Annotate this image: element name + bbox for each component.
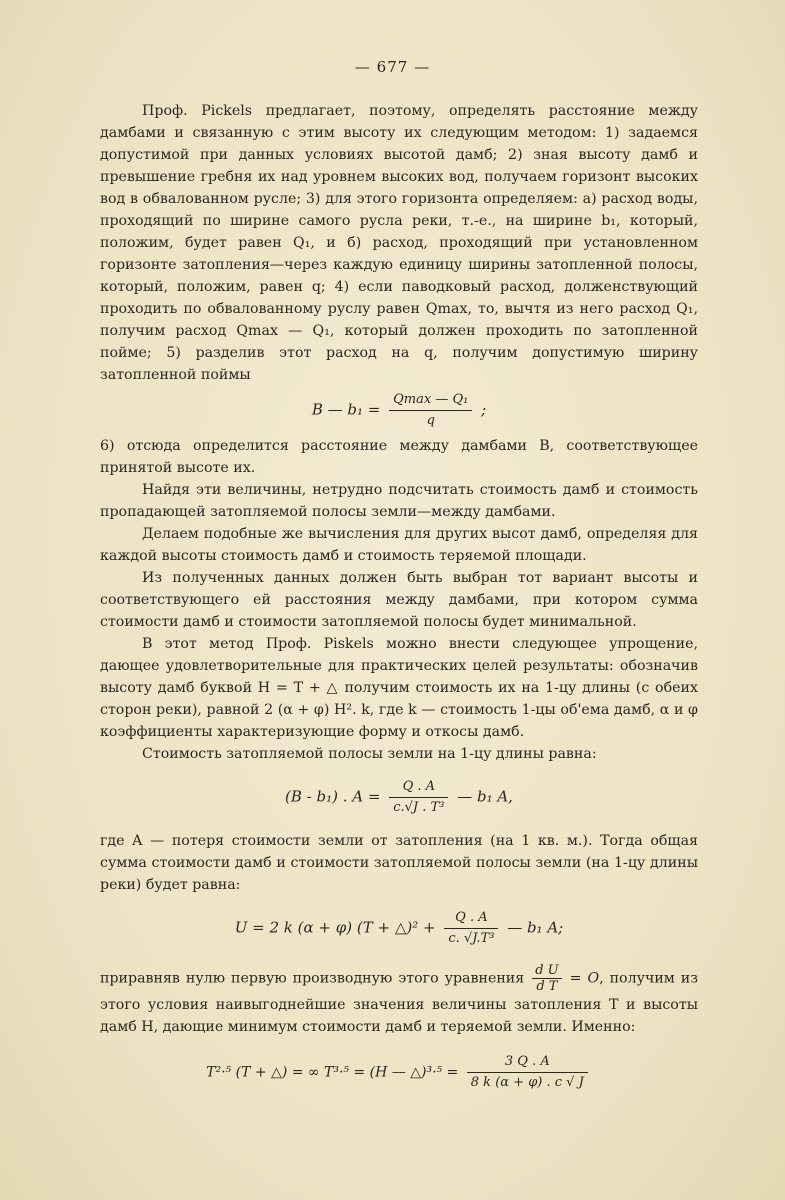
formula-land-left: (B - b₁) . A =: [285, 787, 381, 806]
formula-optimum-fraction: [467, 1052, 588, 1093]
paragraph-land-cost: Стоимость затопляемой полосы земли на 1-цу длины равна:: [142, 746, 597, 762]
derivative-numerator: d U: [532, 963, 561, 979]
formula-width-fraction: [389, 390, 472, 431]
formula-total-fraction: [444, 908, 498, 949]
formula-width-denominator: q: [426, 413, 435, 428]
formula-total-tail: — b₁ A;: [507, 918, 564, 937]
paragraph-choose: Из полученных данных должен быть выбран тот вариант высоты и соответствующего ей расстояния между дамбами, при котором сумма стоимости дамб и стоимости затопляемой полосы будет минимальной.: [100, 570, 698, 630]
page-number: — 677 —: [354, 58, 431, 76]
paragraph-simplification: В этот метод Проф. Piskels можно внести следующее упрощение, дающее удовлетворительные для практических целей результаты: обозначив высоту дамб буквой H = T + △ получим стоимость их на 1-цу длины (с обеих сторон реки), равной 2 (α + φ) H². k, где k — стоимость 1-цы об'ема дамб, α и φ коэффициенты характеризующие форму и откосы дамб.: [100, 636, 698, 740]
formula-land-tail: — b₁ A,: [457, 787, 513, 806]
formula-optimum-left: T²·⁵ (T + △) = ∞ T³·⁵ = (H — △)³·⁵ =: [206, 1064, 459, 1081]
formula-total-denominator: c. √J.T³: [448, 931, 495, 946]
formula-land-fraction: [389, 777, 448, 818]
paragraph-total: где A — потеря стоимости земли от затопления (на 1 кв. м.). Тогда общая сумма стоимости дамб и стоимости затопляемой полосы земли (на 1-цу длины реки) будет равна:: [100, 833, 698, 893]
formula-total-numerator: Q . A: [444, 908, 498, 929]
formula-optimum: [100, 1052, 698, 1093]
formula-total-left: U = 2 k (α + φ) (T + △)² +: [234, 918, 436, 937]
paragraph-derivative-lead: приравняв нулю первую производную этого уравнения: [100, 970, 525, 987]
paragraph-derivative: [100, 963, 698, 1038]
derivative-tail: = O: [569, 970, 600, 987]
formula-width-tail: ;: [481, 400, 487, 419]
formula-width-numerator: Qmax — Q₁: [389, 390, 472, 411]
paragraph-cost: Найдя эти величины, нетрудно подсчитать стоимость дамб и стоимость пропадающей затопляемой полосы земли—между дамбами.: [100, 482, 698, 520]
formula-width: [100, 390, 698, 431]
formula-optimum-numerator: 3 Q . A: [467, 1052, 588, 1073]
formula-optimum-denominator: 8 k (α + φ) . c √ J: [470, 1075, 584, 1090]
paragraph-repeat: Делаем подобные же вычисления для других высот дамб, определяя для каждой высоты стоимость дамб и стоимость теряемой площади.: [100, 526, 698, 564]
paragraph-derivative-rest: , получим из этого условия наивыгоднейшие значения величины затопления T и высоты дамб H, дающие минимум стоимости дамб и теряемой земли. Именно:: [100, 970, 698, 1035]
derivative-denominator: d T: [536, 979, 558, 994]
formula-total-cost: [100, 908, 698, 949]
paragraph-step6: 6) отсюда определится расстояние между дамбами B, соответствующее принятой высоте их.: [100, 438, 698, 476]
derivative-fraction: [532, 963, 561, 994]
document-body: [100, 100, 698, 1101]
formula-land-denominator: c.√J . T³: [393, 800, 445, 815]
formula-land-numerator: Q . A: [389, 777, 448, 798]
formula-land-cost: [100, 777, 698, 818]
paragraph-method: Проф. Pickels предлагает, поэтому, определять расстояние между дамбами и связанную с этим высоту их следующим методом: 1) задаемся допустимой при данных условиях высотой дамб; 2) зная высоту дамб и превышение гребня их над уровнем высоких вод, получаем горизонт высоких вод в обвалованном русле; 3) для этого горизонта определяем: а) расход воды, проходящий по ширине самого русла реки, т.-е., на ширине b₁, который, положим, будет равен Q₁, и б) расход, проходящий при установленном горизонте затопления—через каждую единицу ширины затопленной полосы, который, положим, равен q; 4) если паводковый расход, долженствующий проходить по обвалованному руслу равен Qmax, то, вычтя из него расход Q₁, получим расход Qmax — Q₁, который должен проходить по затопленной пойме; 5) разделив этот расход на q, получим допустимую ширину затопленной поймы: [100, 103, 698, 383]
formula-width-left: B — b₁ =: [311, 400, 381, 419]
